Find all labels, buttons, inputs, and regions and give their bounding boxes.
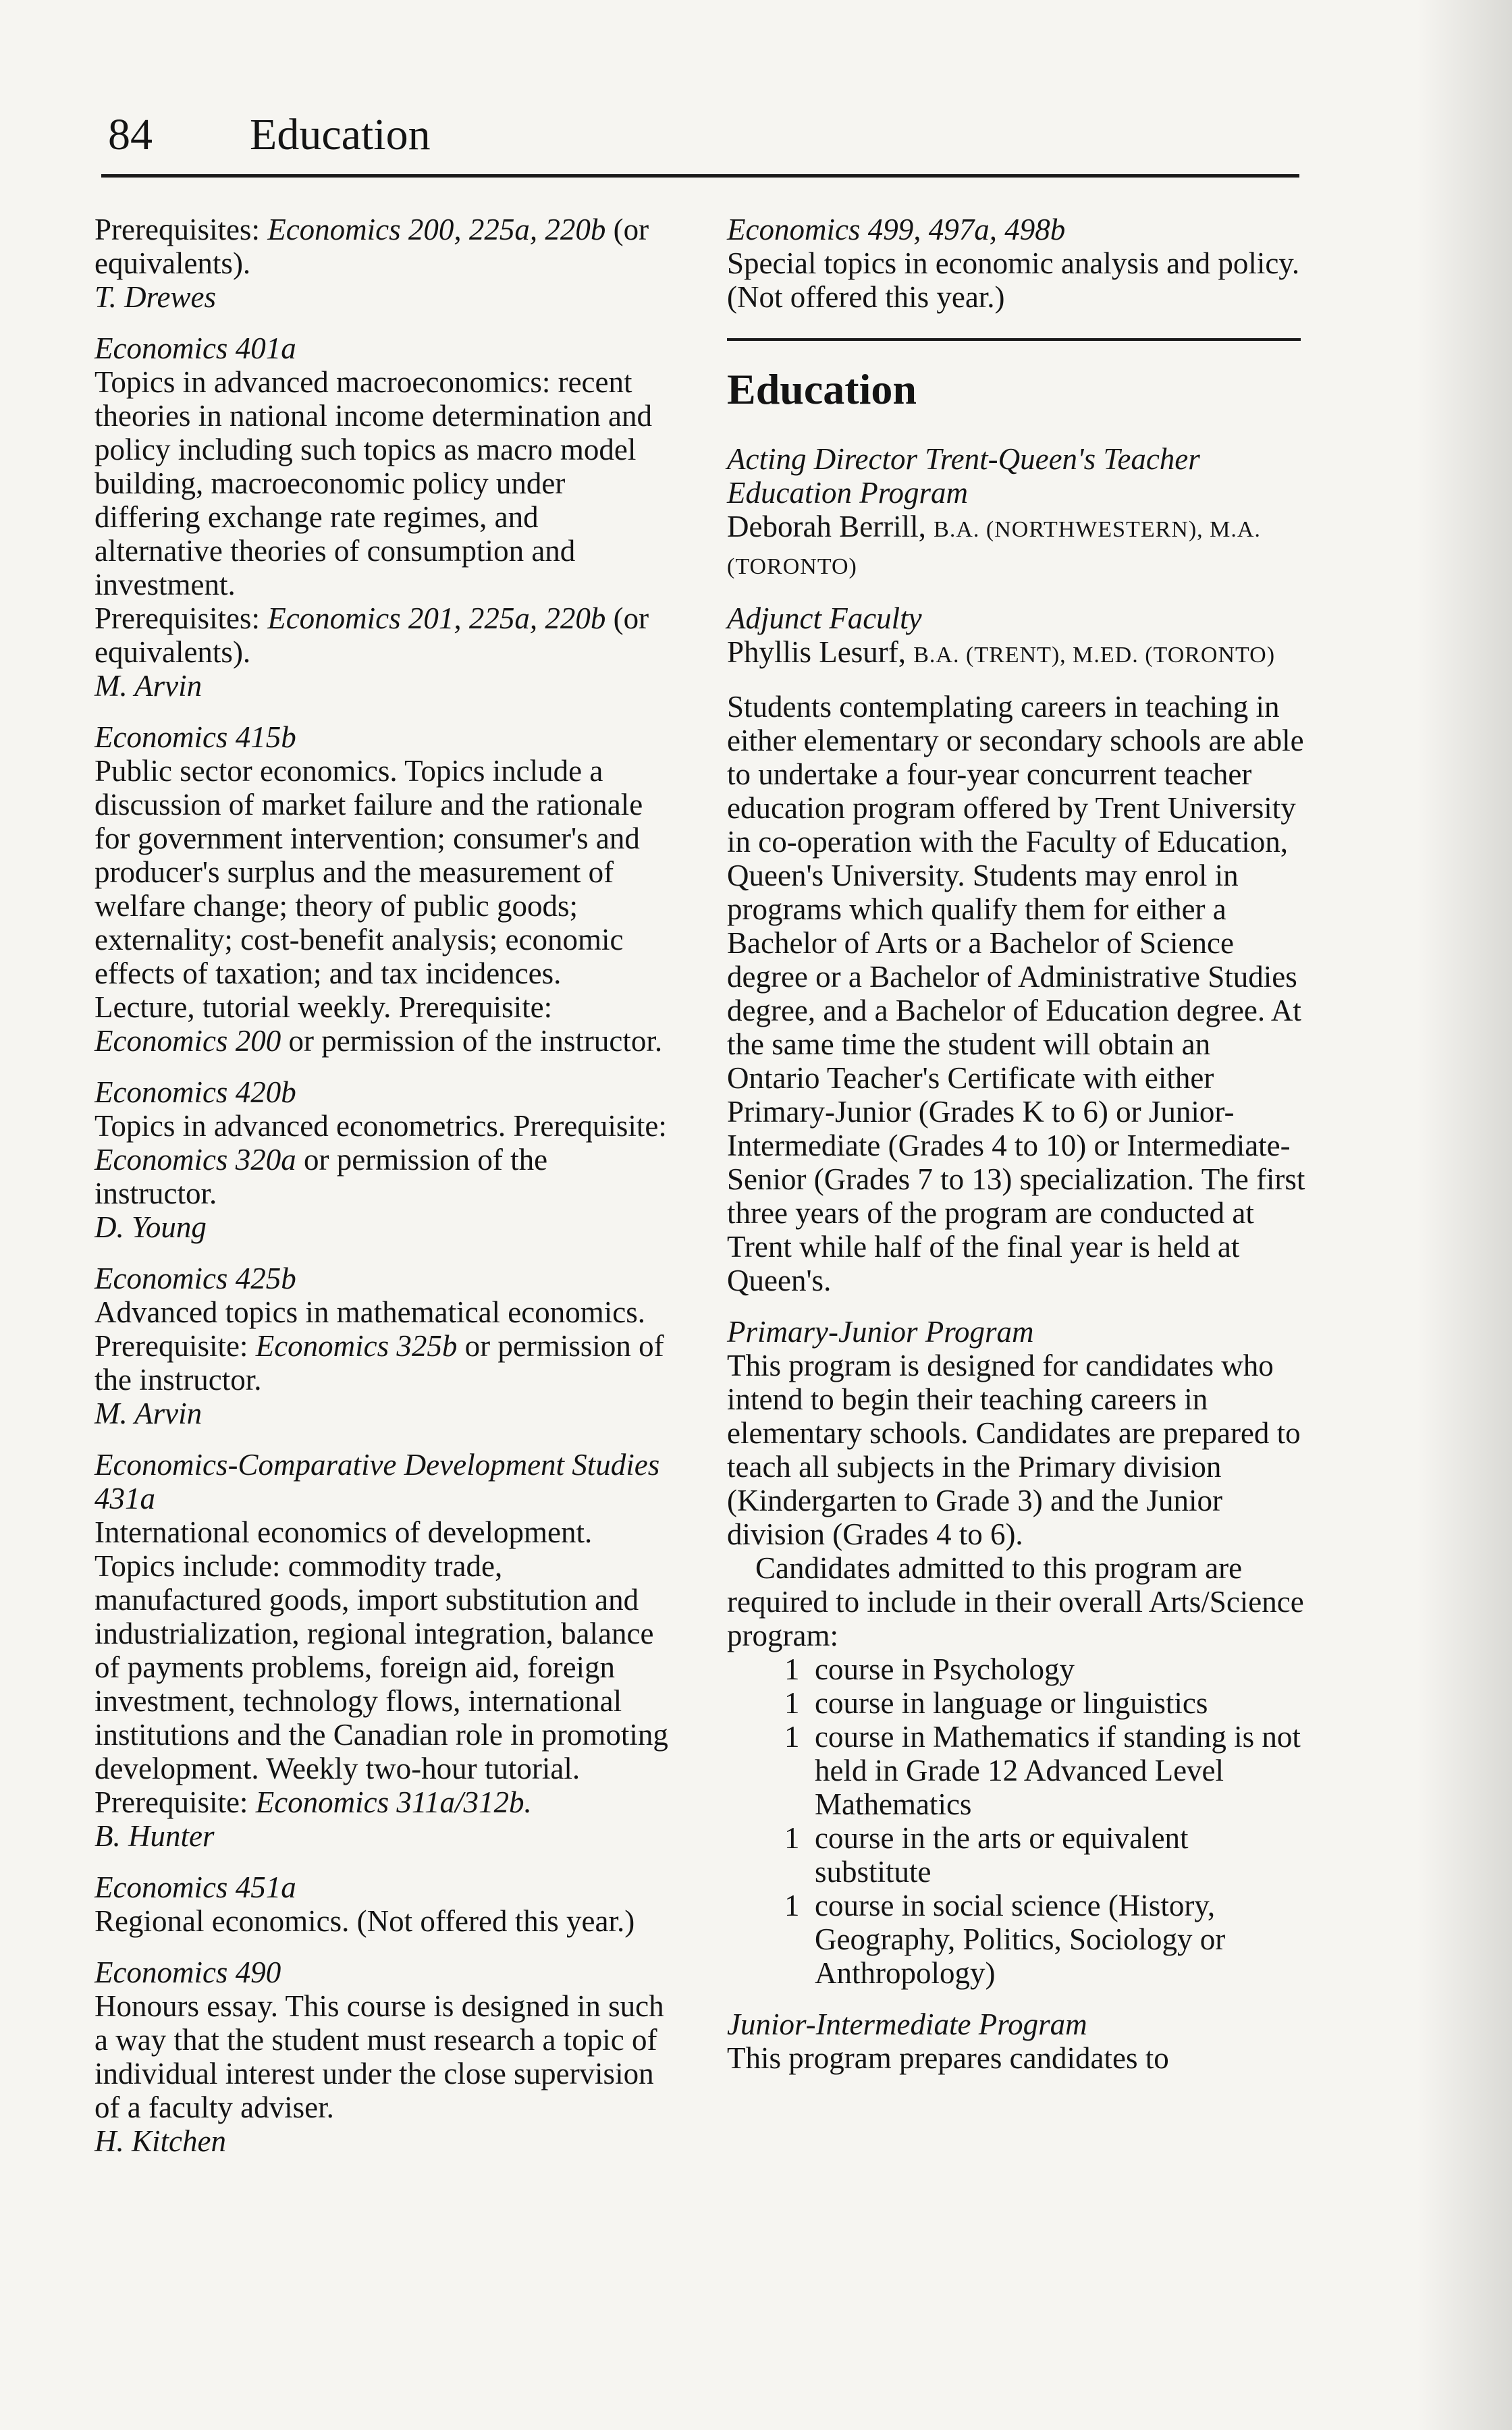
prereq-suffix: (or equivalents). xyxy=(94,213,649,280)
course-title: Economics 451a xyxy=(94,1870,296,1904)
item-count: 1 xyxy=(784,1686,800,1720)
requirements-list xyxy=(727,1652,1306,1990)
requirements-intro: Candidates admitted to this program are required to include in their overall Arts/Science program: xyxy=(727,1551,1304,1652)
faculty-name-line xyxy=(727,510,1306,584)
faculty-credentials: B.A. (TRENT), M.ED. (TORONTO) xyxy=(913,643,1276,668)
program-section xyxy=(727,1315,1306,1990)
header-rule xyxy=(101,174,1299,178)
course-title: Economics 490 xyxy=(94,1955,281,1989)
faculty-entry xyxy=(727,601,1306,672)
item-count: 1 xyxy=(784,1889,800,1922)
item-text: course in Mathematics if standing is not held in Grade 12 Advanced Level Mathematics xyxy=(815,1720,1301,1821)
course-description: Honours essay. This course is designed in such a way that the student must research a topic of individual interest under the close supervision of a faculty adviser. xyxy=(94,1989,664,2124)
prereq-label: Prerequisite: xyxy=(94,1329,256,1363)
running-head xyxy=(108,108,431,162)
prereq-courses: Economics 325b xyxy=(255,1329,458,1363)
faculty-name: Phyllis Lesurf, xyxy=(727,635,914,669)
right-column xyxy=(712,213,1306,2092)
prereq-label: Prerequisites: xyxy=(94,601,268,635)
course-entry xyxy=(94,720,668,1058)
course-description xyxy=(94,1109,668,1210)
item-count: 1 xyxy=(784,1652,800,1686)
prereq-label: Prerequisites: xyxy=(94,213,268,246)
course-entry xyxy=(94,1262,668,1430)
course-prerequisite xyxy=(94,213,668,280)
course-entry xyxy=(94,1870,668,1938)
prereq-courses: Economics 201, 225a, 220b xyxy=(267,601,606,635)
list-item xyxy=(727,1821,1306,1889)
faculty-role: Adjunct Faculty xyxy=(727,601,922,635)
intro-paragraph: Students contemplating careers in teaching in either elementary or secondary schools are able to undertake a four-year concurrent teacher education program offered by Trent University in co-operation with the Faculty of Education, Queen's University. Students may enrol in programs which qualify them for either a Bachelor of Arts or a Bachelor of Science degree or a Bachelor of Administrative Studies degree, and a Bachelor of Education degree. At the same time the student will obtain an Ontario Teacher's Certificate with either Primary-Junior (Grades K to 6) or Junior-Intermediate (Grades 4 to 10) or Intermediate-Senior (Grades 7 to 13) specialization. The first three years of the program are conducted at Trent while half of the final year is held at Queen's. xyxy=(727,690,1305,1297)
course-instructor: B. Hunter xyxy=(94,1819,215,1853)
faculty-name: Deborah Berrill, xyxy=(727,510,934,543)
section-rule xyxy=(727,338,1301,341)
running-title: Education xyxy=(250,110,431,159)
prereq-suffix: or permission of the instructor. xyxy=(281,1024,663,1058)
description-text: Public sector economics. Topics include a discussion of market failure and the rationale for government intervention; consumer's and producer's surplus and the measurement of welfare change; theory of public goods; externality; cost-benefit analysis; economic effects of taxation; and tax incidences. Lecture, tutorial weekly. xyxy=(94,754,643,1024)
course-description: Special topics in economic analysis and policy. (Not offered this year.) xyxy=(727,246,1300,314)
list-item xyxy=(727,1652,1306,1686)
course-title: Economics 499, 497a, 498b xyxy=(727,213,1066,246)
course-description xyxy=(94,754,668,1058)
program-description: This program is designed for candidates who intend to begin their teaching careers in elementary schools. Candidates are prepared to teach all subjects in the Primary division (Kindergarten to Grade 3) and the Junior division (Grades 4 to 6). xyxy=(727,1349,1301,1551)
course-instructor: D. Young xyxy=(94,1210,207,1244)
course-title: Economics 401a xyxy=(94,331,296,365)
description-text: International economics of development. Topics include: commodity trade, manufactured goods, import substitution and industrialization, regional integration, balance of payments problems, foreign aid, foreign investment, technology flows, international institutions and the Canadian role in promoting development. Weekly two-hour tutorial. xyxy=(94,1515,668,1785)
list-item xyxy=(727,1686,1306,1720)
program-intro xyxy=(727,690,1306,1297)
prereq-label: Prerequisite: xyxy=(513,1109,667,1143)
prereq-label: Prerequisite: xyxy=(398,990,553,1024)
course-title: Economics 420b xyxy=(94,1075,296,1109)
course-entry xyxy=(94,1448,668,1853)
faculty-name-line xyxy=(727,635,1306,672)
item-count: 1 xyxy=(784,1720,800,1754)
course-title: Economics 425b xyxy=(94,1262,296,1295)
program-title: Primary-Junior Program xyxy=(727,1315,1034,1349)
course-instructor: M. Arvin xyxy=(94,669,202,703)
prereq-courses: Economics 200, 225a, 220b xyxy=(267,213,606,246)
item-text: course in social science (History, Geography, Politics, Sociology or Anthropology) xyxy=(815,1889,1226,1990)
item-text: course in Psychology xyxy=(815,1652,1075,1686)
course-instructor: T. Drewes xyxy=(94,280,216,314)
prereq-courses: Economics 320a xyxy=(94,1143,296,1177)
program-section xyxy=(727,2007,1306,2075)
faculty-role: Acting Director Trent-Queen's Teacher Education Program xyxy=(727,442,1200,510)
course-description xyxy=(94,1295,668,1397)
course-description: Topics in advanced macroeconomics: recent theories in national income determination and policy including such topics as macro model building, macroeconomic policy under differing exchange rate regimes, and alternative theories of consumption and investment. xyxy=(94,365,652,601)
page-number: 84 xyxy=(108,110,153,159)
course-instructor: M. Arvin xyxy=(94,1397,202,1430)
program-description: This program prepares candidates to xyxy=(727,2041,1169,2075)
prereq-suffix: or permission of the instructor. xyxy=(94,1329,664,1397)
course-title: Economics 415b xyxy=(94,720,296,754)
item-text: course in the arts or equivalent substitute xyxy=(815,1821,1189,1889)
faculty-credentials: B.A. (NORTHWESTERN), M.A. (TORONTO) xyxy=(727,517,1261,579)
description-text: Topics in advanced econometrics. xyxy=(94,1109,506,1143)
course-entry xyxy=(94,213,668,314)
course-entry xyxy=(94,1955,668,2158)
course-entry xyxy=(94,1075,668,1244)
faculty-entry xyxy=(727,442,1306,584)
course-entry xyxy=(94,331,668,703)
course-description xyxy=(94,1515,668,1819)
prereq-courses: Economics 311a/312b. xyxy=(255,1785,532,1819)
prereq-suffix: (or equivalents). xyxy=(94,601,649,669)
prereq-suffix: or permission of the instructor. xyxy=(94,1143,548,1210)
item-count: 1 xyxy=(784,1821,800,1855)
list-item xyxy=(727,1889,1306,1990)
description-text: Advanced topics in mathematical economics. xyxy=(94,1295,645,1329)
course-entry xyxy=(727,213,1306,314)
page-edge-shadow xyxy=(1418,0,1512,2430)
left-column xyxy=(94,213,668,2176)
prereq-courses: Economics 200 xyxy=(94,1024,281,1058)
course-prerequisite xyxy=(94,601,668,669)
list-item xyxy=(727,1720,1306,1821)
item-text: course in language or linguistics xyxy=(815,1686,1208,1720)
program-title: Junior-Intermediate Program xyxy=(727,2007,1087,2041)
prereq-label: Prerequisite: xyxy=(94,1785,256,1819)
course-title: Economics-Comparative Development Studies 431a xyxy=(94,1448,660,1515)
section-heading: Education xyxy=(727,365,917,413)
course-description: Regional economics. (Not offered this year.) xyxy=(94,1904,635,1938)
course-instructor: H. Kitchen xyxy=(94,2124,226,2158)
